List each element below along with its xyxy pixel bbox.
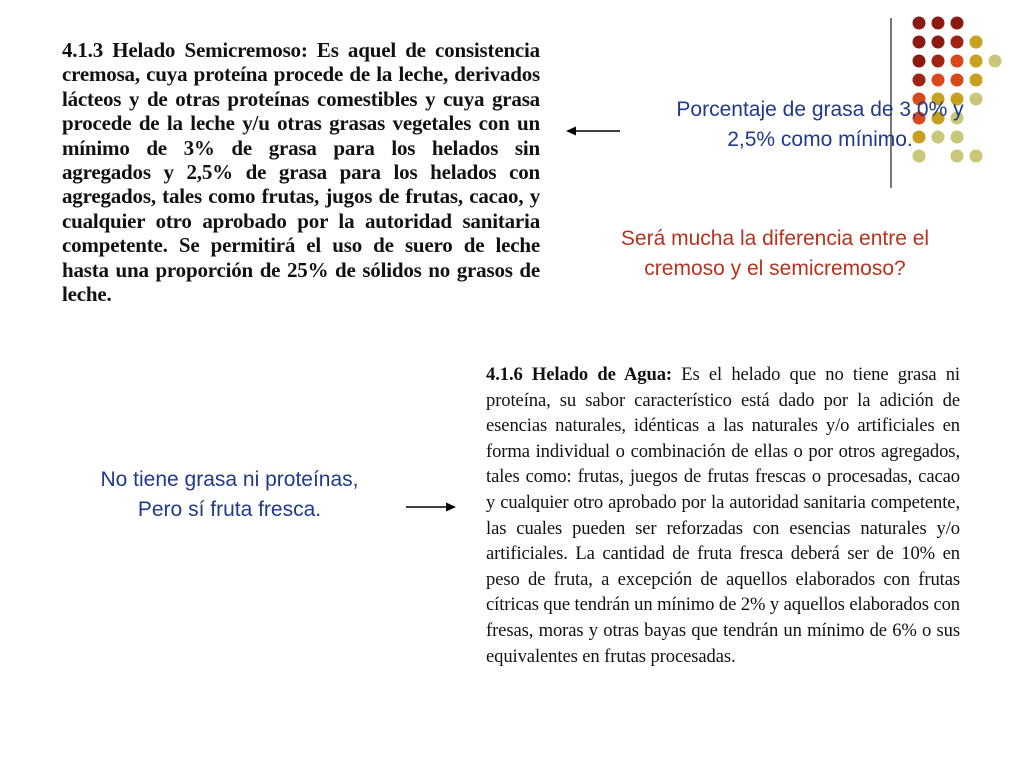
note-diferencia-question [575, 224, 975, 284]
arrow-right-icon [406, 500, 456, 514]
excerpt-semicremoso-paragraph [62, 38, 540, 306]
note-grasa-line-2: 2,5% como mínimo. [727, 128, 913, 151]
note-agua-line-2: Pero sí fruta fresca. [137, 498, 322, 521]
excerpt-agua-paragraph [486, 362, 960, 669]
excerpt-semicremoso-body: Es aquel de consistencia cremosa, cuya proteína procede de la leche, derivados lácteos y de otras proteínas comestibles y cuya grasa procede de la leche y/u otras grasas vegetales con un mínimo de 3% de grasa para los helados sin agregados y 2,5% de grasa para los helados con agregados, tales como frutas, jugos de frutas, cacao, y cualquier otro aprobado por la autoridad sanitaria competente. Se permitirá el uso de suero de leche hasta una proporción de 25% de sólidos no grasos de leche. [62, 38, 540, 307]
excerpt-helado-semicremoso [62, 38, 540, 306]
excerpt-agua-heading: 4.1.6 Helado de Agua: [486, 364, 673, 385]
excerpt-semicremoso-heading: 4.1.3 Helado Semicremoso: [62, 38, 308, 62]
arrow-left-icon [566, 124, 620, 138]
note-diferencia-line-2: cremoso y el semicremoso? [644, 257, 906, 280]
excerpt-helado-agua [486, 362, 960, 669]
note-agua-line-1: No tiene grasa ni proteínas, [100, 468, 359, 491]
note-grasa-line-1: Porcentaje de grasa de 3,0% y [676, 98, 964, 121]
excerpt-agua-body: Es el helado que no tiene grasa ni proteína, su sabor característico está dado por la adición de esencias naturales, idénticas a las naturales y/o artificiales en forma individual o combinación de ellas o por otros agregados, tales como: frutas, juegos de frutas frescas o procesadas, cacao y cualquier otro aprobado por la autoridad sanitaria competente, las cuales pueden ser reforzadas con esencias naturales y/o artificiales. La cantidad de fruta fresca deberá ser de 10% en peso de fruta, a excepción de aquellos elaborados con frutas cítricas que tendrán un mínimo de 2% y aquellos elaborados con fresas, moras y otras bayas que tendrán un mínimo de 6% o sus equivalentes en frutas procesadas. [486, 364, 960, 667]
note-porcentaje-grasa [630, 95, 1010, 155]
note-diferencia-line-1: Será mucha la diferencia entre el [620, 227, 930, 250]
note-helado-agua [62, 465, 397, 525]
